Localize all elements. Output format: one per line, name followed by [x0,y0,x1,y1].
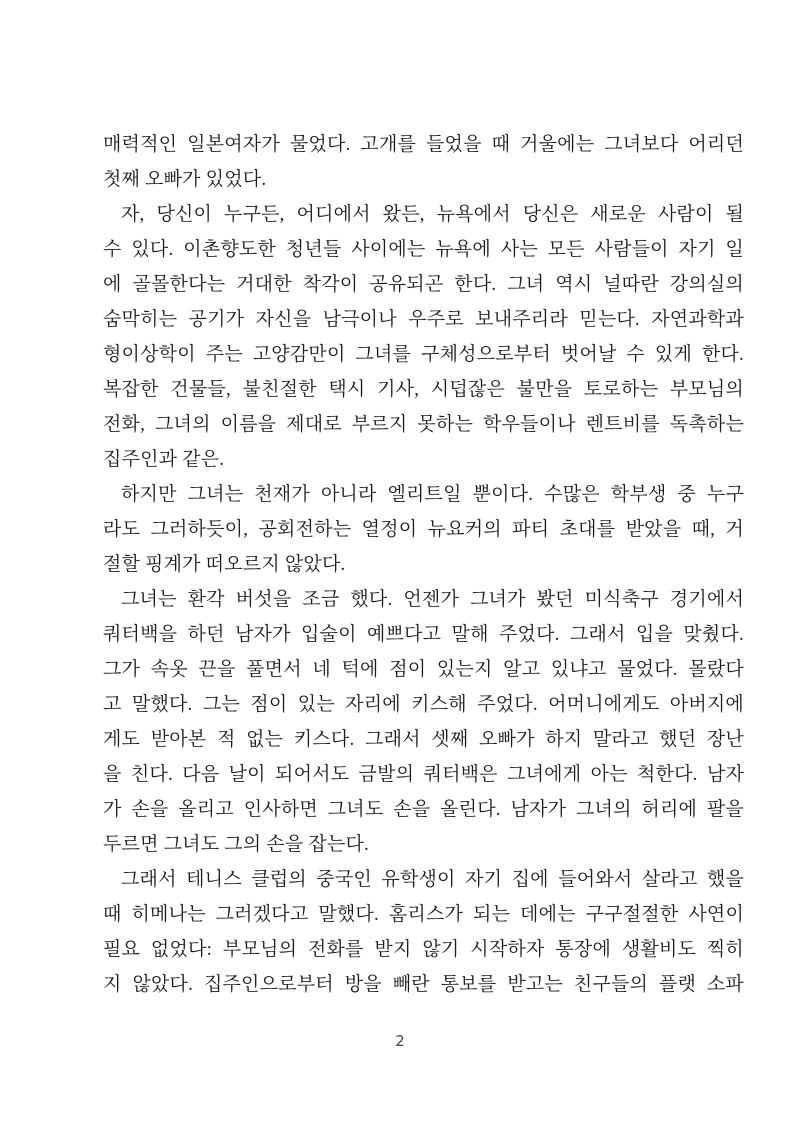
text-line: 게도 받아본 적 없는 키스다. 그래서 셋째 오빠가 하지 말라고 했던 장난 [103,729,744,750]
text-line: 첫째 오빠가 있었다. [103,169,267,190]
text-line: 숨막히는 공기가 자신을 남극이나 우주로 보내주리라 믿는다. 자연과학과 [103,309,744,330]
text-line: 매력적인 일본여자가 물었다. 고개를 들었을 때 거울에는 그녀보다 어리던 [103,134,744,155]
text-line: 집주인과 같은. [103,449,225,470]
paragraph [103,127,744,197]
text-line: 그래서 테니스 클럽의 중국인 유학생이 자기 집에 들어와서 살라고 했을 [121,869,744,890]
text-line: 필요 없었다: 부모님의 전화를 받지 않기 시작하자 통장에 생활비도 찍히 [103,939,744,960]
text-line: 지 않았다. 집주인으로부터 방을 빼란 통보를 받고는 친구들의 플랫 소파 [103,974,744,995]
text-line: 자, 당신이 누구든, 어디에서 왔든, 뉴욕에서 당신은 새로운 사람이 될 [121,204,744,225]
paragraph [103,477,744,582]
text-line: 그녀는 환각 버섯을 조금 했다. 언젠가 그녀가 봤던 미식축구 경기에서 [121,589,744,610]
paragraph [103,197,744,477]
text-line: 복잡한 건물들, 불친절한 택시 기사, 시덥잖은 불만을 토로하는 부모님의 [103,379,744,400]
body-text [103,127,744,1002]
text-line: 그가 속옷 끈을 풀면서 네 턱에 점이 있는지 알고 있냐고 물었다. 몰랐다 [103,659,744,680]
text-line: 하지만 그녀는 천재가 아니라 엘리트일 뿐이다. 수많은 학부생 중 누구 [121,484,744,505]
text-line: 때 히메나는 그러겠다고 말했다. 홈리스가 되는 데에는 구구절절한 사연이 [103,904,744,925]
text-line: 라도 그러하듯이, 공회전하는 열정이 뉴요커의 파티 초대를 받았을 때, 거 [103,519,744,540]
text-line: 두르면 그녀도 그의 손을 잡는다. [103,834,369,855]
text-line: 을 친다. 다음 날이 되어서도 금발의 쿼터백은 그녀에게 아는 척한다. 남자 [103,764,744,785]
text-line: 형이상학이 주는 고양감만이 그녀를 구체성으로부터 벗어날 수 있게 한다. [103,344,744,365]
paragraph [103,582,744,862]
text-line: 절할 핑계가 떠오르지 않았다. [103,554,346,575]
text-line: 전화, 그녀의 이름을 제대로 부르지 못하는 학우들이나 렌트비를 독촉하는 [103,414,744,435]
paragraph [103,862,744,1002]
text-line: 고 말했다. 그는 점이 있는 자리에 키스해 주었다. 어머니에게도 아버지에 [103,694,744,715]
text-line: 쿼터백을 하던 남자가 입술이 예쁘다고 말해 주었다. 그래서 입을 맞췄다. [103,624,744,645]
text-line: 가 손을 올리고 인사하면 그녀도 손을 올린다. 남자가 그녀의 허리에 팔을 [103,799,744,820]
page-number: 2 [395,1032,405,1050]
text-line: 에 골몰한다는 거대한 착각이 공유되곤 한다. 그녀 역시 널따란 강의실의 [103,274,744,295]
text-line: 수 있다. 이촌향도한 청년들 사이에는 뉴욕에 사는 모든 사람들이 자기 일 [103,239,744,260]
